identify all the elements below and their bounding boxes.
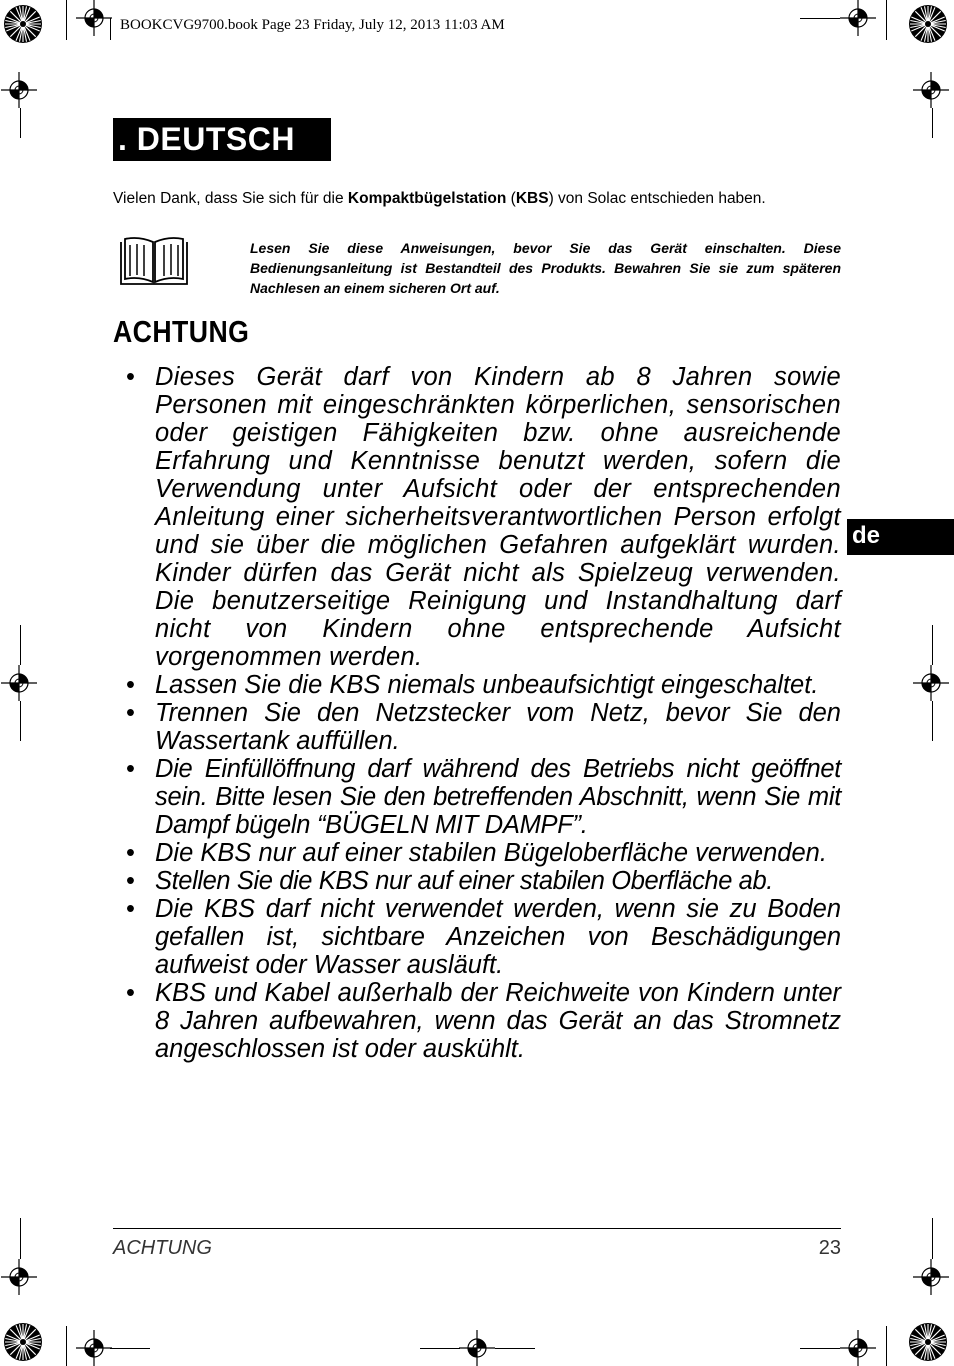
crop-line [420,1348,460,1349]
registration-mark-icon [1,72,37,108]
bullet: • [126,699,135,727]
open-book-icon [117,236,191,288]
crop-line [20,1218,21,1259]
bullet: • [126,755,135,783]
list-item [126,867,841,895]
registration-mark-icon [913,1259,949,1295]
warning-text: Die KBS nur auf einer stabilen Bügeloberfläche verwenden. [155,839,827,867]
section-title: ACHTUNG [113,314,250,349]
color-target-icon [908,4,948,44]
footer-section: ACHTUNG [113,1237,212,1259]
color-target-icon [3,4,43,44]
warning-text: Trennen Sie den Netzstecker vom Netz, bevor Sie den Wassertank auffüllen. [155,699,841,755]
registration-mark-icon [840,0,876,36]
print-header: BOOKCVG9700.book Page 23 Friday, July 12, 2013 11:03 AM [120,17,505,33]
crop-line [20,625,21,665]
crop-line [886,0,887,40]
registration-mark-icon [913,72,949,108]
list-item [126,699,841,755]
crop-line [932,1218,933,1259]
crop-line [110,1348,150,1349]
registration-mark-icon [76,1330,112,1366]
bullet: • [126,363,135,391]
crop-line [66,0,67,40]
registration-mark-icon [459,1330,495,1366]
crop-line [800,1348,840,1349]
intro-prefix: Vielen Dank, dass Sie sich für die [113,190,348,207]
warning-text: Die KBS darf nicht verwendet werden, wenn sie zu Boden gefallen ist, sichtbare Anzeichen von Beschädigungen aufweist oder Wasser ausläuft. [155,895,841,979]
safety-notice: Lesen Sie diese Anweisungen, bevor Sie das Gerät einschalten. Diese Bedienungsanleitung ist Bestandteil des Produkts. Bewahren Sie sie zum späteren Nachlesen an einem sicheren Ort auf. [250,240,841,296]
list-item [126,979,841,1063]
list-item [126,895,841,979]
language-tab: de [847,519,954,555]
warning-text: Die Einfüllöffnung darf während des Betriebs nicht geöffnet sein. Bitte lesen Sie den betreffenden Abschnitt, wenn Sie mit Dampf bügeln “BÜGELN MIT DAMPF”. [155,755,841,839]
warning-text: Stellen Sie die KBS nur auf einer stabilen Oberfläche ab. [155,867,773,895]
color-target-icon [908,1322,948,1362]
registration-mark-icon [1,665,37,701]
crop-line [20,108,21,138]
intro-abbrev: KBS [515,190,549,207]
crop-line [495,1348,535,1349]
registration-mark-icon [840,1330,876,1366]
bullet: • [126,895,135,923]
bullet: • [126,867,135,895]
warning-text: KBS und Kabel außerhalb der Reichweite von Kindern unter 8 Jahren aufbewahren, wenn das Gerät an das Stromnetz angeschlossen ist oder auskühlt. [155,979,841,1063]
registration-mark-icon [76,0,112,36]
list-item [126,671,841,699]
crop-line [110,18,111,40]
crop-line [66,1326,67,1366]
crop-line [932,108,933,138]
footer-rule [113,1228,841,1229]
color-target-icon [3,1322,43,1362]
intro-paren: ( [506,190,516,207]
language-heading: . DEUTSCH [113,118,331,161]
crop-line [932,701,933,741]
crop-line [800,18,840,19]
crop-line [886,1326,887,1366]
list-item [126,839,841,867]
warning-text: Lassen Sie die KBS niemals unbeaufsichtigt eingeschaltet. [155,671,819,699]
bullet: • [126,979,135,1007]
page-number: 23 [818,1237,841,1259]
warning-text: Dieses Gerät darf von Kindern ab 8 Jahren sowie Personen mit eingeschränkten körperlichen, sensorischen oder geistigen Fähigkeiten bzw. ohne ausreichende Erfahrung und Kenntnisse benutzt werden, sofern die Verwendung unter Aufsicht oder der entsprechenden Anleitung einer sicherheitsverantwortlichen Person erfolgt und sie über die möglichen Gefahren aufgeklärt wurden. Kinder dürfen das Gerät nicht als Spielzeug verwenden. Die benutzerseitige Reinigung und Instandhaltung darf nicht von Kindern ohne entsprechende Aufsicht vorgenommen werden. [155,363,841,671]
crop-line [20,701,21,741]
crop-line [932,625,933,665]
list-item [126,755,841,839]
registration-mark-icon [913,665,949,701]
list-item [126,363,841,671]
bullet: • [126,839,135,867]
intro-suffix: ) von Solac entschieden haben. [548,190,766,207]
intro-text [113,189,841,209]
warning-list [126,363,841,1063]
intro-product: Kompaktbügelstation [347,190,507,207]
registration-mark-icon [1,1259,37,1295]
bullet: • [126,671,135,699]
